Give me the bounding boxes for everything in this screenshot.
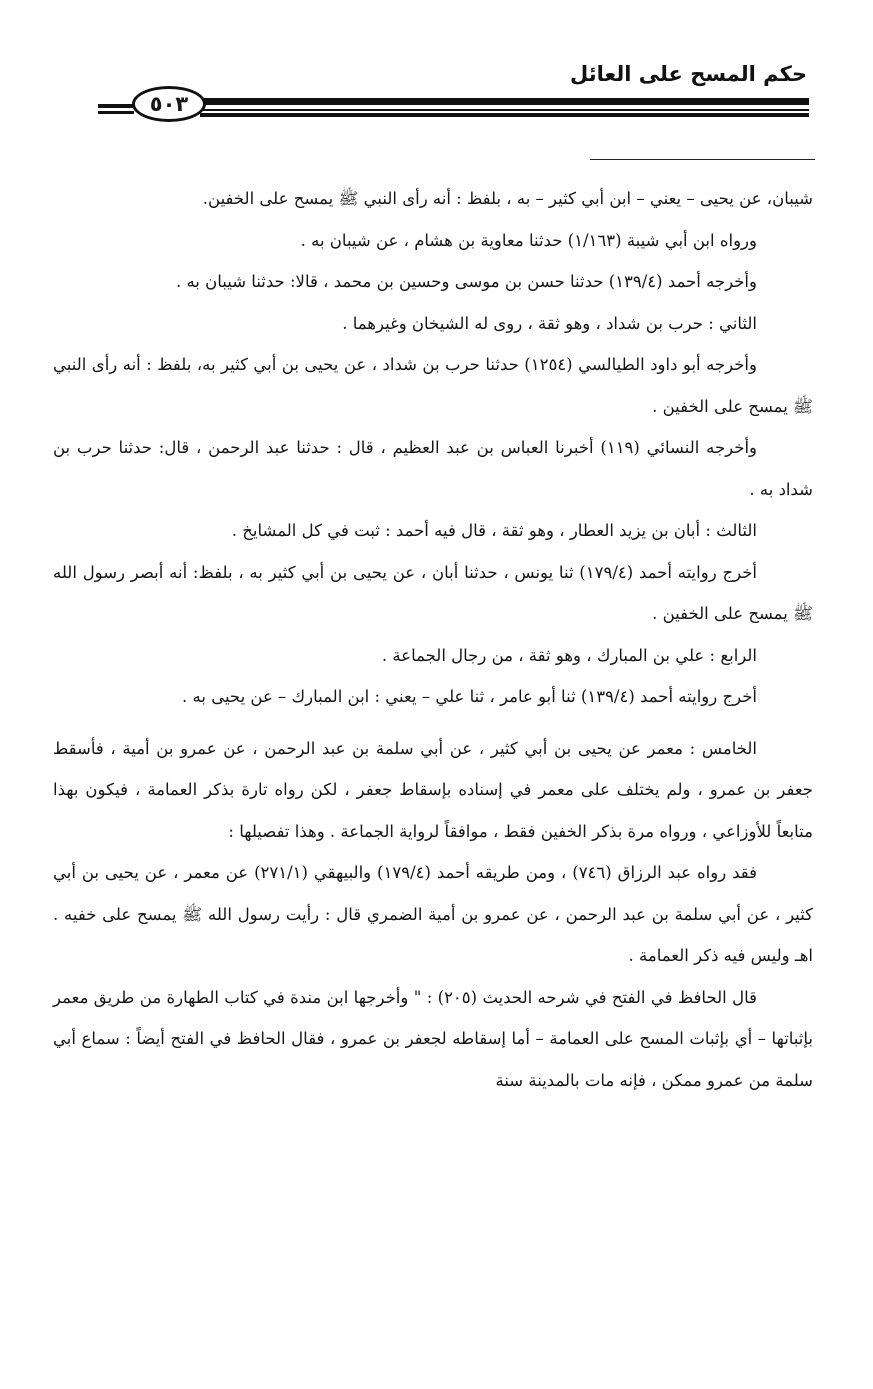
paragraph: ورواه ابن أبي شيبة (١/١٦٣) حدثنا معاوية بن هشام ، عن شيبان به . — [300, 230, 757, 250]
paragraph: وأخرجه أبو داود الطيالسي (١٢٥٤) حدثنا حرب بن شداد ، عن يحيى بن أبي كثير به، بلفظ : أنه رأى النبي ﷺ يمسح على الخفين . — [53, 355, 813, 416]
header-rule-left-lower — [98, 111, 134, 114]
paragraph: الثاني : حرب بن شداد ، وهو ثقة ، روى له الشيخان وغيرهما . — [342, 313, 757, 333]
header-rule-thick — [200, 98, 809, 105]
footnote-separator — [590, 159, 815, 160]
header-rule-thick-lower — [200, 113, 809, 117]
paragraph: الخامس : معمر عن يحيى بن أبي كثير ، عن أبي سلمة بن عبد الرحمن ، عن عمرو بن أمية ، فأسقط جعفر بن عمرو ، ولم يختلف على معمر في إسناده بإسقاط جعفر ، لكن رواه تارة بذكر العمامة ، فيكون بهذا متابعاً للأوزاعي ، ورواه مرة بذكر الخفين فقط ، موافقاً لرواية الجماعة . وهذا تفصيلها : — [53, 738, 813, 841]
paragraph: الثالث : أبان بن يزيد العطار ، وهو ثقة ، قال فيه أحمد : ثبت في كل المشايخ . — [231, 521, 757, 540]
page-number-oval: ٥٠٣ — [132, 86, 206, 122]
paragraph: شيبان، عن يحيى – يعني – ابن أبي كثير – به ، بلفظ : أنه رأى النبي ﷺ يمسح على الخفين. — [202, 189, 813, 208]
paragraph: فقد رواه عبد الرزاق (٧٤٦) ، ومن طريقه أحمد (١٧٩/٤) والبيهقي (٢٧١/١) عن معمر ، عن يحيى بن أبي كثير ، عن أبي سلمة بن عبد الرحمن ، عن عمرو بن أمية الضمري قال : رأيت رسول الله ﷺ يمسح على خفيه . اهـ وليس فيه ذكر العمامة . — [53, 863, 813, 965]
paragraph: قال الحافظ في الفتح في شرحه الحديث (٢٠٥) : " وأخرجها ابن مندة في كتاب الطهارة من طريق معمر بإثباتها – أي بإثبات المسح على العمامة – أما إسقاطه لجعفر بن عمرو ، فقال الحافظ في الفتح أيضاً : سماع أبي سلمة من عمرو ممكن ، فإنه مات بالمدينة سنة — [53, 987, 813, 1090]
paragraph: أخرج روايته أحمد (١٣٩/٤) ثنا أبو عامر ، ثنا علي – يعني : ابن المبارك – عن يحيى به . — [182, 687, 757, 706]
paragraph: وأخرجه أحمد (١٣٩/٤) حدثنا حسن بن موسى وحسين بن محمد ، قالا: حدثنا شيبان به . — [175, 272, 757, 291]
running-title: حكم المسح على العائل — [569, 62, 807, 86]
header-rule-left — [98, 104, 134, 108]
paragraph: وأخرجه النسائي (١١٩) أخبرنا العباس بن عبد العظيم ، قال : حدثنا عبد الرحمن ، قال: حدثنا حرب بن شداد به . — [53, 438, 813, 499]
footnote-text-block — [53, 178, 813, 1101]
header-rule-thin — [200, 109, 809, 111]
paragraph: أخرج روايته أحمد (١٧٩/٤) ثنا يونس ، حدثنا أبان ، عن يحيى بن أبي كثير به ، بلفظ: أنه أبصر رسول الله ﷺ يمسح على الخفين . — [53, 562, 813, 623]
paragraph: الرابع : علي بن المبارك ، وهو ثقة ، من رجال الجماعة . — [381, 645, 757, 665]
